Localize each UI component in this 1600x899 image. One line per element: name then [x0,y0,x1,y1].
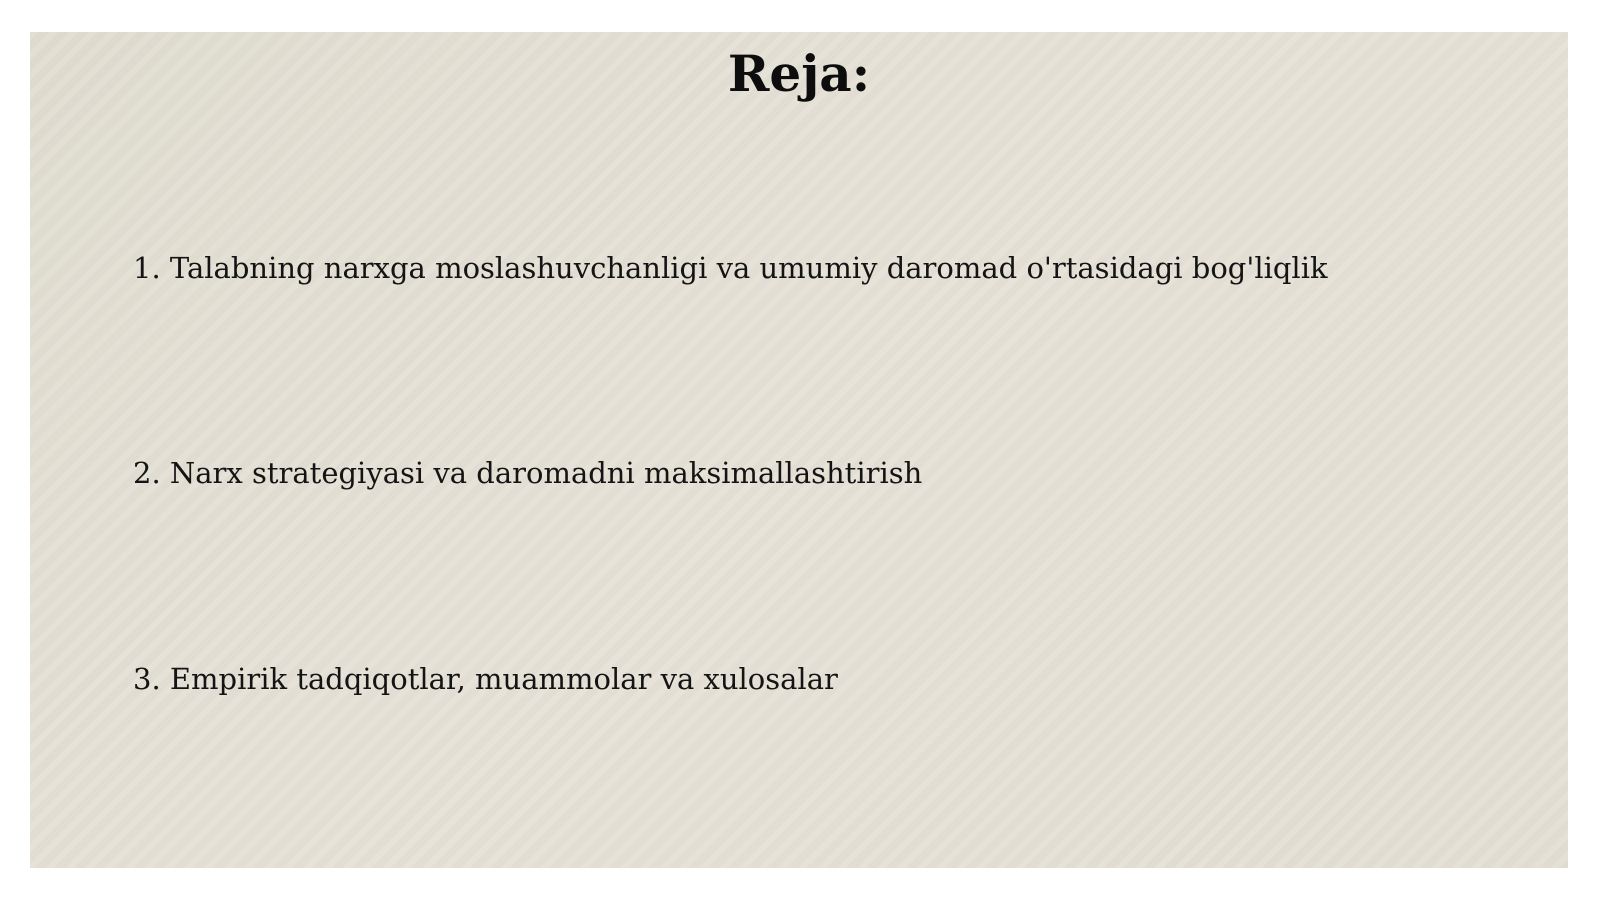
slide-title: Reja: [727,44,871,103]
plan-item: 3. Empirik tadqiqotlar, muammolar va xulosalar [133,662,838,696]
plan-item: 2. Narx strategiyasi va daromadni maksimallashtirish [133,456,923,490]
slide-canvas [30,32,1568,868]
plan-item: 1. Talabning narxga moslashuvchanligi va umumiy daromad o'rtasidagi bog'liqlik [133,251,1328,285]
